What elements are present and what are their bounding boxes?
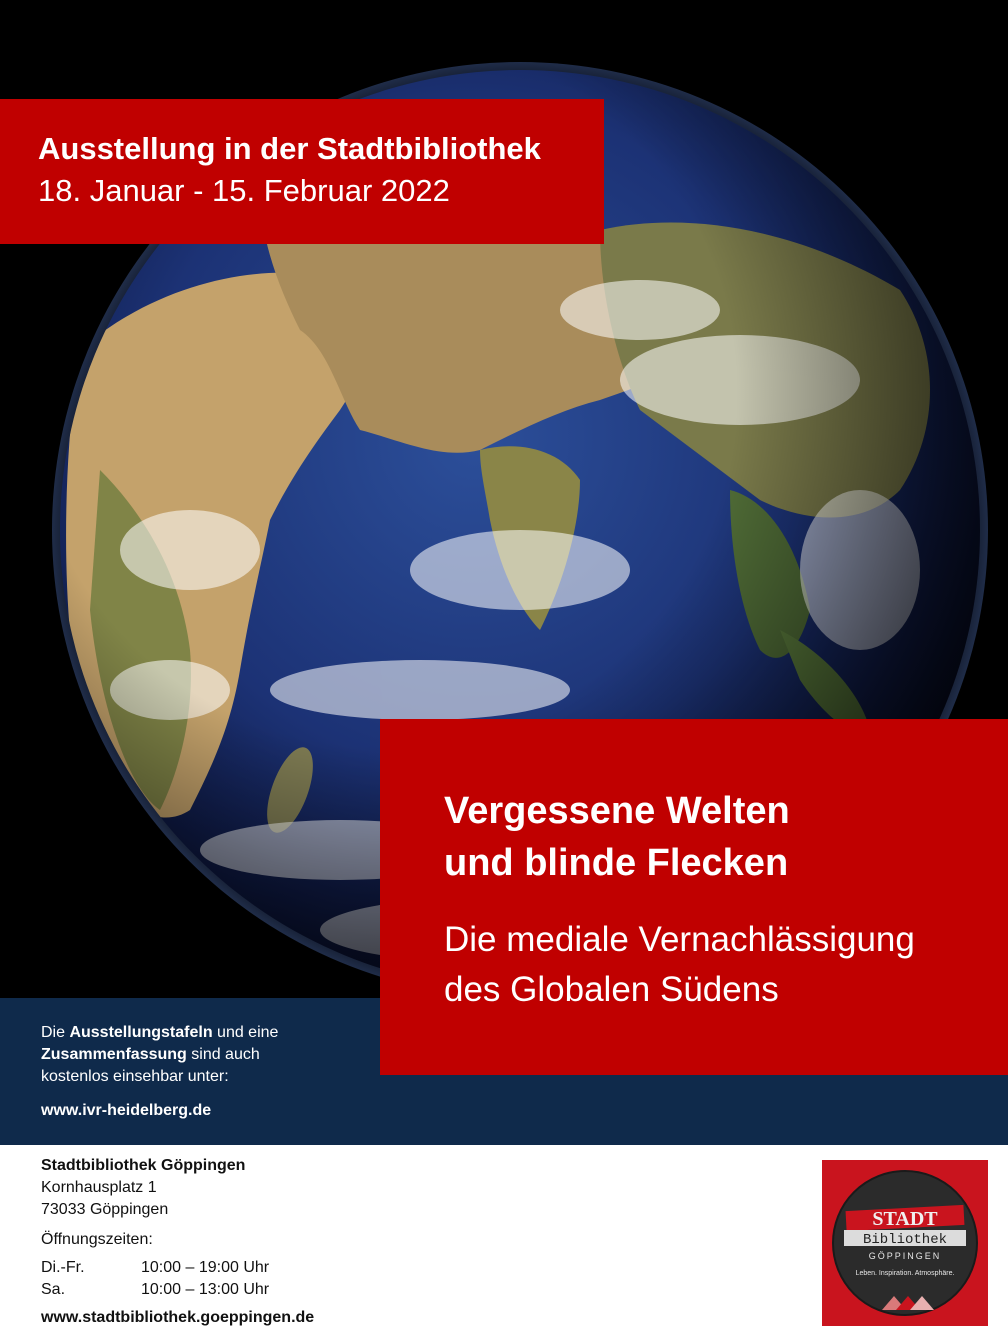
logo-word-bibliothek: Bibliothek (862, 1232, 948, 1248)
opening-hours-table (41, 1257, 269, 1301)
hours-row (41, 1279, 269, 1301)
library-name: Stadtbibliothek Göppingen (41, 1157, 246, 1174)
info-text-part1: Die (41, 1024, 70, 1041)
main-subtitle (444, 915, 1008, 1015)
library-website-link[interactable]: www.stadtbibliothek.goeppingen.de (41, 1309, 315, 1326)
opening-hours-label: Öffnungszeiten: (41, 1231, 153, 1248)
info-text-part3: sind auch (186, 1046, 260, 1063)
info-text-bold1: Ausstellungstafeln (69, 1024, 213, 1041)
info-text-part4: kostenlos einsehbar unter: (41, 1068, 229, 1085)
library-street: Kornhausplatz 1 (41, 1179, 157, 1196)
hours-time: 10:00 – 19:00 Uhr (141, 1259, 270, 1276)
info-url-link[interactable]: www.ivr-heidelberg.de (41, 1102, 212, 1119)
logo-word-goeppingen: GÖPPINGEN (868, 1251, 942, 1261)
info-text-part2: und eine (212, 1024, 279, 1041)
exhibition-dates: 18. Januar - 15. Februar 2022 (38, 173, 450, 208)
exhibition-title: Ausstellung in der Stadtbibliothek (38, 131, 541, 166)
hours-row (41, 1257, 269, 1279)
hours-time: 10:00 – 13:00 Uhr (141, 1281, 270, 1298)
logo-tagline: Leben. Inspiration. Atmosphäre. (855, 1270, 955, 1277)
main-title-line1: Vergessene Welten (444, 790, 790, 832)
info-text-bold2: Zusammenfassung (41, 1046, 187, 1063)
library-city: 73033 Göppingen (41, 1201, 169, 1218)
exhibition-header-box (0, 99, 604, 244)
main-title-line2: und blinde Flecken (444, 842, 789, 884)
library-address (41, 1155, 269, 1301)
hours-day: Sa. (41, 1281, 66, 1298)
logo-word-stadt: STADT (872, 1208, 938, 1230)
main-subtitle-line2: des Globalen Südens (444, 970, 779, 1009)
main-subtitle-line1: Die mediale Vernachlässigung (444, 920, 915, 959)
hours-day: Di.-Fr. (41, 1259, 85, 1276)
main-title-box (380, 719, 1008, 1075)
library-logo (822, 1160, 988, 1326)
info-text (41, 1022, 341, 1088)
